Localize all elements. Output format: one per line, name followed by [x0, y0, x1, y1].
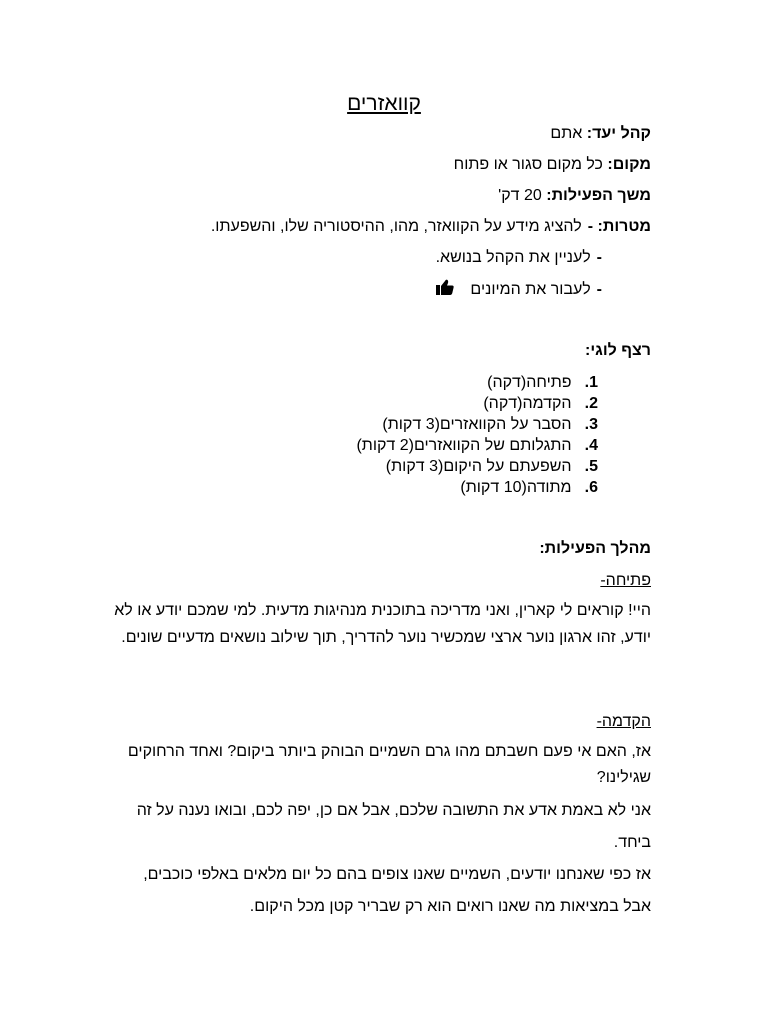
sequence-heading: [585, 341, 651, 361]
goal-item-2: לעניין את הקהל בנושא.: [435, 249, 591, 266]
audience-line: [550, 124, 651, 144]
sequence-number: 2.: [584, 395, 598, 412]
audience-label: קהל יעד:: [586, 125, 651, 142]
thumbs-up-icon: [436, 279, 454, 301]
sequence-text: מתודה(10 דקות): [460, 479, 572, 496]
opening-paragraph: היי! קוראים לי קארין, ואני מדריכה בתוכנית מנהיגות מדעית. למי שמכם יודע או לא יודע, זהו ארגון נוער ארצי שמכשיר נוער להדריך, תוך שילוב נושאים מדעיים שונים.: [114, 602, 651, 646]
goal-item-3: לעבור את המיונים: [470, 281, 591, 299]
sequence-item: [487, 373, 598, 393]
sequence-text: הסבר על הקוואזרים(3 דקות): [382, 416, 572, 433]
sequence-item: [382, 415, 598, 435]
process-heading: [539, 539, 651, 559]
goal-item-1: להציג מידע על הקוואזר, מהו, ההיסטוריה שלו, והשפעתו.: [210, 218, 582, 235]
sequence-number: 3.: [584, 416, 598, 433]
sequence-item: [460, 478, 598, 498]
sequence-heading-text: רצף לוגי:: [585, 342, 651, 359]
sequence-number: 4.: [584, 437, 598, 454]
location-label: מקום:: [607, 156, 651, 173]
duration-line: [498, 186, 651, 206]
goal-line-2: [436, 248, 602, 268]
sequence-text: השפעתם על היקום(3 דקות): [385, 458, 572, 475]
sequence-text: התגלותם של הקוואזרים(2 דקות): [356, 437, 572, 454]
sequence-number: 1.: [584, 374, 598, 391]
goal-dash: -: [596, 281, 602, 299]
location-value: כל מקום סגור או פתוח: [453, 156, 603, 173]
document-title: קוואזרים: [347, 92, 421, 115]
goals-label: מטרות:: [597, 218, 651, 235]
sequence-item: [356, 436, 598, 456]
duration-value: 20 דק': [498, 187, 542, 204]
goal-dash: -: [596, 249, 602, 266]
sequence-item: [386, 457, 598, 477]
goal-line-3: [436, 279, 602, 301]
intro-paragraph-3: אז כפי שאנחנו יודעים, השמיים שאנו צופים בהם כל יום מלאים באלפי כוכבים, אבל במציאות מה שאנו רואים הוא רק שבריר קטן מכל היקום.: [143, 866, 651, 915]
sequence-text: הקדמה(דקה): [483, 395, 572, 412]
process-heading-text: מהלך הפעילות:: [539, 540, 651, 557]
sequence-item: [483, 394, 598, 414]
duration-label: משך הפעילות:: [546, 187, 651, 204]
location-line: [454, 155, 651, 175]
opening-title: פתיחה-: [600, 572, 651, 589]
sequence-number: 6.: [584, 479, 598, 496]
audience-value: אתם: [550, 125, 583, 142]
goal-dash: -: [587, 218, 594, 235]
intro-title: הקדמה-: [596, 713, 651, 730]
sequence-number: 5.: [584, 458, 598, 475]
sequence-text: פתיחה(דקה): [487, 374, 572, 391]
intro-paragraph-1: אז, האם אי פעם חשבתם מהו גרם השמיים הבוהק ביותר ביקום? ואחד הרחוקים שגילינו?: [127, 743, 651, 786]
goals-line: [211, 217, 651, 237]
intro-paragraph-2: אני לא באמת אדע את התשובה שלכם, אבל אם כן, יפה לכם, ובואו נענה על זה ביחד.: [136, 802, 651, 851]
